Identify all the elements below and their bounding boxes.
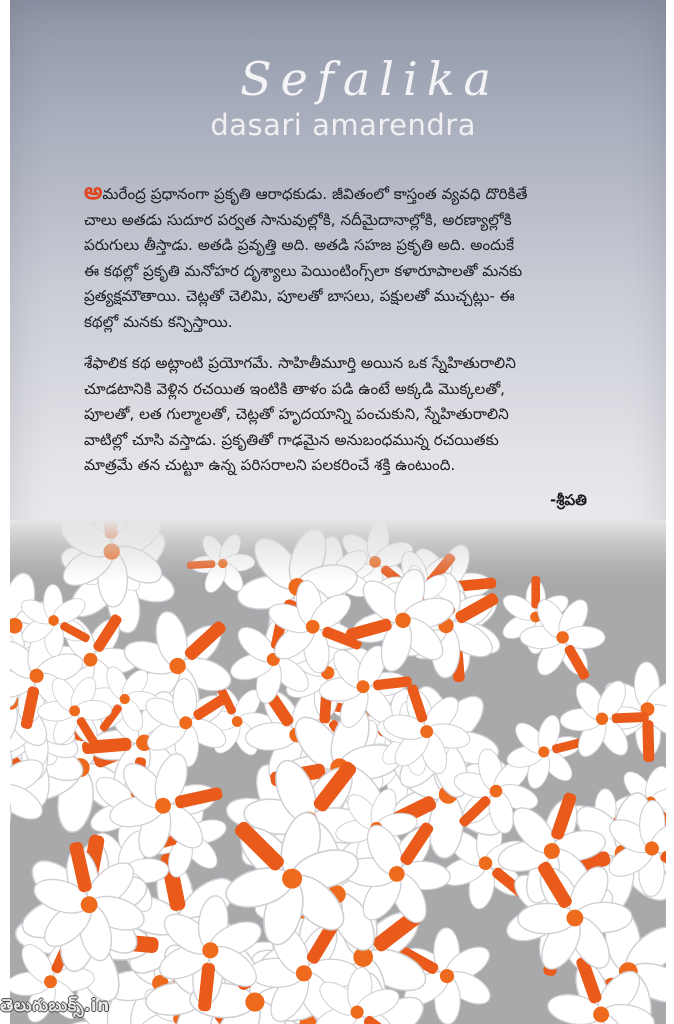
blurb-text	[84, 180, 666, 479]
signature: -శ్రీపతి	[550, 491, 587, 509]
blurb-paragraph-1: అమరేంద్ర ప్రధానంగా ప్రకృతి ఆరాధకుడు. జీవితంలో కాస్తంత వ్యవధి దొరికితే చాలు అతడు సుదూర పర్వత సానువుల్లోకి, నదీమైదానాల్లోకి, అరణ్యాల్లోకి పరుగులు తీస్తాడు. అతడి ప్రవృత్తి అది. అతడి సహజ ప్రకృతి అది. అందుకే ఈ కథల్లో ప్రకృతి మనోహర దృశ్యాలు పెయింటింగ్స్‌లా కళారూపాలతో మనకు ప్రత్యక్షమౌతాయి. చెట్లతో చెలిమి, పూలతో బాసలు, పక్షులతో ముచ్చట్లు- ఈ కథల్లో మనకు కన్పిస్తాయి.	[84, 179, 528, 331]
watermark: తెలుగుబుక్స్.in	[0, 996, 110, 1016]
book-author: dasari amarendra	[210, 108, 476, 142]
blurb-paragraph-2: శేఫాలిక కథ అట్లాంటి ప్రయోగమే. సాహితీమూర్తి అయిన ఒక స్నేహితురాలిని చూడటానికి వెళ్లిన రచయిత ఇంటికి తాళం పడి ఉంటే అక్కడి మొక్కలతో, పూలతో, లత గుల్మాలతో, చెట్లతో హృదయాన్ని పంచుకుని, స్నేహితురాలిని వాటిల్లో చూసి వస్తాడు. ప్రకృతితో గాఢమైన అనుబంధమున్న రచయితకు మాత్రమే తన చుట్టూ ఉన్న పరిసరాలని పలకరించే శక్తి ఉంటుంది.	[84, 354, 516, 474]
flower-illustration	[10, 520, 666, 1024]
drop-cap: అ	[84, 179, 103, 205]
book-title: Sefalika	[240, 52, 500, 106]
